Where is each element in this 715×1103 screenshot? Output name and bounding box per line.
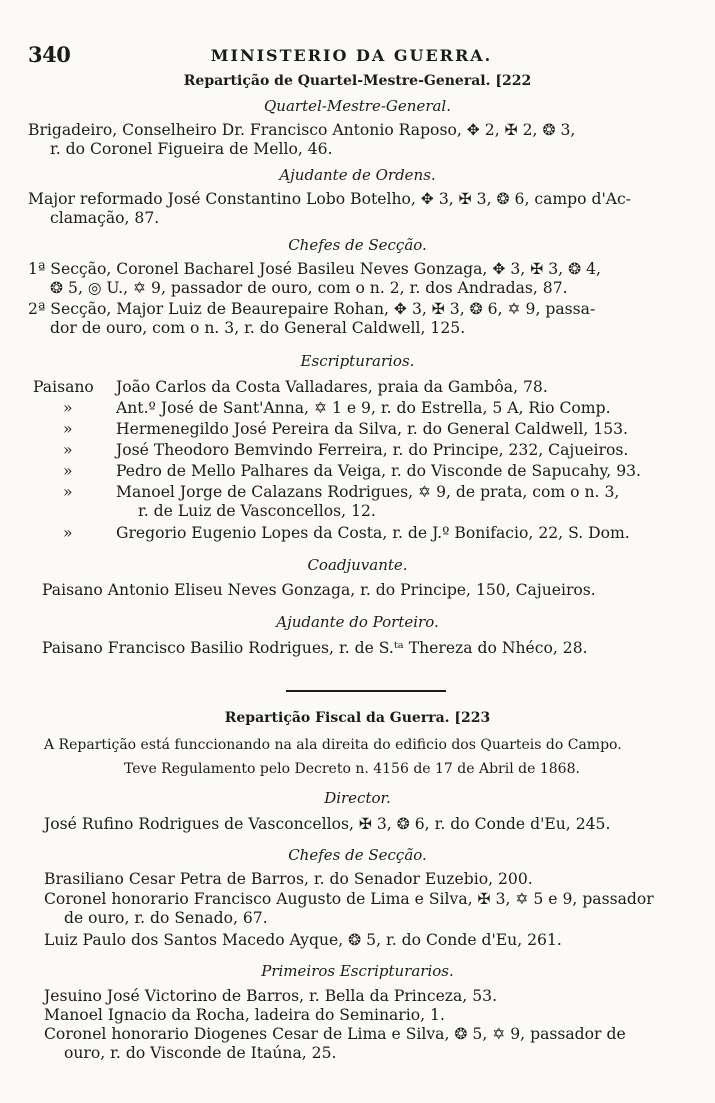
entry-seccao-2: 2ª Secção, Major Luiz de Beaurepaire Rohan, ✥ 3, ✠ 3, ❂ 6, ✡ 9, passa- bbox=[28, 300, 596, 318]
entry-coadjuvante: Paisano Antonio Eliseu Neves Gonzaga, r. do Principe, 150, Cajueiros. bbox=[42, 581, 596, 599]
entry-primeiro-manoel: Manoel Ignacio da Rocha, ladeira do Seminario, 1. bbox=[44, 1006, 445, 1024]
escripturario-7: Gregorio Eugenio Lopes da Costa, r. de J.º Bonifacio, 22, S. Dom. bbox=[116, 524, 630, 542]
subheading-chefes-de-seccao: Chefes de Secção. bbox=[288, 846, 427, 864]
entry-chefe-coronel-lima: Coronel honorario Francisco Augusto de Lima e Silva, ✠ 3, ✡ 5 e 9, passador bbox=[44, 890, 654, 908]
escripturario-6: Manoel Jorge de Calazans Rodrigues, ✡ 9, de prata, com o n. 3, bbox=[116, 483, 620, 501]
section-divider bbox=[286, 690, 446, 692]
page-number: 340 bbox=[28, 42, 71, 67]
subheading-ajudante-de-ordens: Ajudante de Ordens. bbox=[279, 166, 436, 184]
entry-chefe-coronel-lima-cont: de ouro, r. do Senado, 67. bbox=[64, 909, 268, 927]
section-heading-reparticao-fiscal: Repartição Fiscal da Guerra. [223 bbox=[224, 710, 491, 726]
entry-ajudante-porteiro: Paisano Francisco Basilio Rodrigues, r. de S.ᵗᵃ Thereza do Nhéco, 28. bbox=[42, 639, 588, 657]
entry-brigadeiro-raposo-cont: r. do Coronel Figueira de Mello, 46. bbox=[50, 140, 333, 158]
subheading-quartel-mestre-general: Quartel-Mestre-General. bbox=[264, 97, 451, 115]
entry-primeiro-diogenes-cont: ouro, r. do Visconde de Itaúna, 25. bbox=[64, 1044, 337, 1062]
entry-major-botelho-cont: clamação, 87. bbox=[50, 209, 160, 227]
running-title: MINISTERIO DA GUERRA. bbox=[210, 46, 493, 65]
entry-seccao-1: 1ª Secção, Coronel Bacharel José Basileu Neves Gonzaga, ✥ 3, ✠ 3, ❂ 4, bbox=[28, 260, 601, 278]
entry-major-botelho: Major reformado José Constantino Lobo Botelho, ✥ 3, ✠ 3, ❂ 6, campo d'Ac- bbox=[28, 190, 632, 208]
escripturario-2: Ant.º José de Sant'Anna, ✡ 1 e 9, r. do Estrella, 5 A, Rio Comp. bbox=[116, 399, 611, 417]
escripturario-4: José Theodoro Bemvindo Ferreira, r. do Principe, 232, Cajueiros. bbox=[116, 441, 629, 459]
ditto-mark: » bbox=[63, 399, 73, 417]
ditto-mark: » bbox=[63, 420, 73, 438]
subheading-ajudante-do-porteiro: Ajudante do Porteiro. bbox=[276, 613, 439, 631]
subheading-director: Director. bbox=[324, 789, 391, 807]
entry-chefe-luiz-paulo: Luiz Paulo dos Santos Macedo Ayque, ❂ 5, r. do Conde d'Eu, 261. bbox=[44, 931, 562, 949]
subheading-chefes-de-seccao: Chefes de Secção. bbox=[288, 236, 427, 254]
entry-director: José Rufino Rodrigues de Vasconcellos, ✠ 3, ❂ 6, r. do Conde d'Eu, 245. bbox=[44, 815, 611, 833]
subheading-escripturarios: Escripturarios. bbox=[300, 352, 415, 370]
subheading-primeiros-escripturarios: Primeiros Escripturarios. bbox=[261, 962, 454, 980]
escripturario-5: Pedro de Mello Palhares da Veiga, r. do Visconde de Sapucahy, 93. bbox=[116, 462, 641, 480]
escripturario-3: Hermenegildo José Pereira da Silva, r. do General Caldwell, 153. bbox=[116, 420, 629, 438]
ditto-mark: » bbox=[63, 483, 73, 501]
entry-chefe-brasiliano: Brasiliano Cesar Petra de Barros, r. do Senador Euzebio, 200. bbox=[44, 870, 533, 888]
section-heading-quartel-mestre: Repartição de Quartel-Mestre-General. [222 bbox=[183, 73, 532, 89]
entry-seccao-1-cont: ❂ 5, ◎ U., ✡ 9, passador de ouro, com o n. 2, r. dos Andradas, 87. bbox=[50, 279, 568, 297]
subheading-coadjuvante: Coadjuvante. bbox=[307, 556, 408, 574]
entry-brigadeiro-raposo: Brigadeiro, Conselheiro Dr. Francisco Antonio Raposo, ✥ 2, ✠ 2, ❂ 3, bbox=[28, 121, 576, 139]
entry-primeiro-jesuino: Jesuino José Victorino de Barros, r. Bella da Princeza, 53. bbox=[44, 987, 498, 1005]
escripturario-label: Paisano bbox=[33, 378, 94, 396]
reparticao-fiscal-intro: A Repartição está funccionando na ala direita do edificio dos Quarteis do Campo. bbox=[44, 737, 622, 753]
entry-seccao-2-cont: dor de ouro, com o n. 3, r. do General Caldwell, 125. bbox=[50, 319, 466, 337]
reparticao-fiscal-regulamento: Teve Regulamento pelo Decreto n. 4156 de 17 de Abril de 1868. bbox=[124, 761, 580, 777]
ditto-mark: » bbox=[63, 441, 73, 459]
escripturario-6-cont: r. de Luiz de Vasconcellos, 12. bbox=[138, 502, 376, 520]
ditto-mark: » bbox=[63, 524, 73, 542]
running-header bbox=[28, 42, 675, 68]
entry-primeiro-diogenes: Coronel honorario Diogenes Cesar de Lima e Silva, ❂ 5, ✡ 9, passador de bbox=[44, 1025, 626, 1043]
escripturario-1: João Carlos da Costa Valladares, praia da Gambôa, 78. bbox=[116, 378, 548, 396]
ditto-mark: » bbox=[63, 462, 73, 480]
